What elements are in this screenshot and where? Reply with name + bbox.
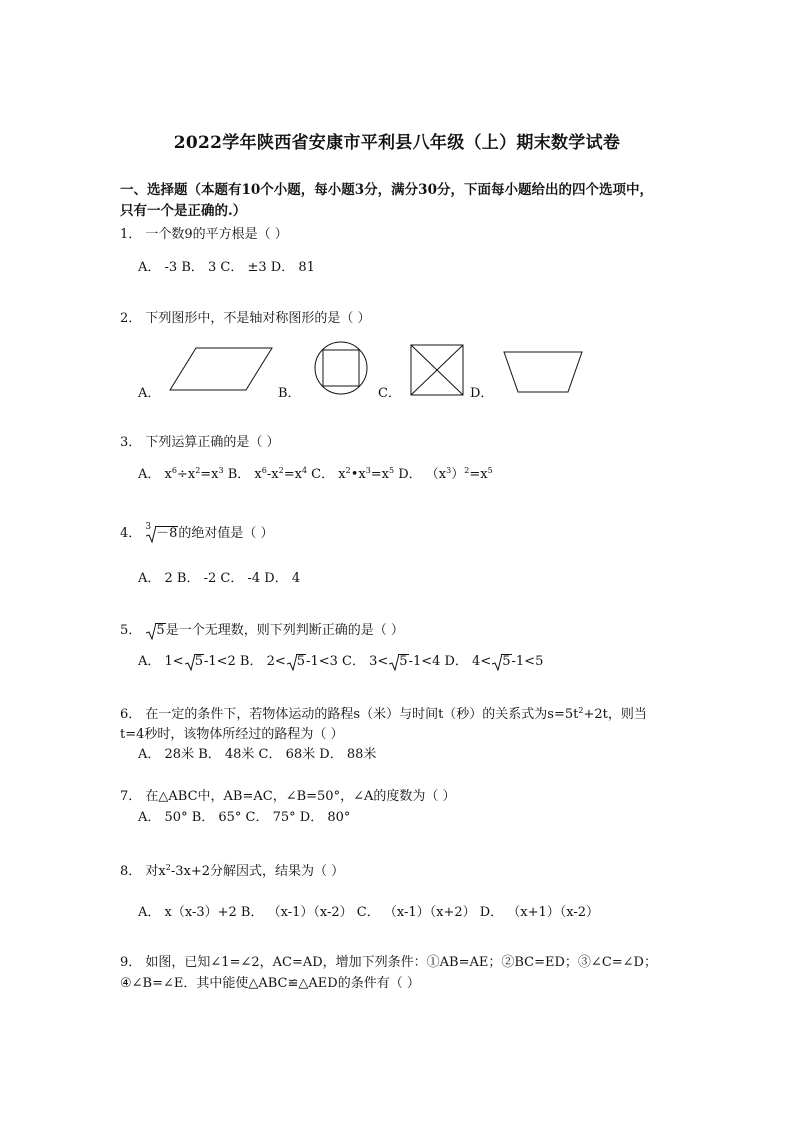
q3-b-mid: -x [266,467,279,482]
q6-line1-post: +2t，则当 [583,707,647,722]
q5-stem-post: 是一个无理数，则下列判断正确的是（ ） [165,623,404,638]
q3-d-pre: D． （x [398,467,447,482]
parallelogram-figure [168,346,274,392]
question-3-stem: 3． 下列运算正确的是（ ） [120,435,280,450]
q5-radicand-c: 5 [399,654,408,669]
q3-b-e2: 2 [278,466,284,475]
question-4-stem [120,522,274,541]
q6-line1-pre: 6． 在一定的条件下，若物体运动的路程s（米）与时间t（秒）的关系式为s=5t [120,707,579,722]
q3-d-e1: 3 [446,466,452,475]
sqrt5-d [492,654,511,669]
q3-c-e1: 2 [345,466,351,475]
q5-radicand-b: 5 [296,654,306,669]
q3-a-e1: 6 [171,466,177,475]
q3-d-e2: 2 [464,466,470,475]
question-2-label-c: C． [378,386,401,401]
q3-a-mid: ÷x [176,467,196,482]
q8-stem-pre: 8． 对x [120,864,166,879]
q3-a-pre: A． x [138,467,172,482]
radical-sign-icon [146,526,156,543]
q3-b-pre: B． x [227,467,262,482]
question-7-stem: 7． 在△ABC中，AB=AC，∠B=50°，∠A的度数为（ ） [120,789,456,804]
q4-root-index: 3 [145,522,152,532]
sqrt5-b [287,654,306,669]
q3-a-e2: 2 [195,466,201,475]
square-diagonals-figure [409,343,465,397]
q5-c-post: -1<4 D． 4< [408,654,492,669]
q5-radicand: 5 [156,623,165,638]
q3-b-e3: 4 [301,466,308,475]
q8-stem-exp: 2 [165,863,171,872]
q6-line1-exp: 2 [578,706,584,715]
q4-num: 4． [120,526,146,541]
q5-radicand-d: 5 [502,654,511,669]
radical-sign-icon [287,654,297,671]
section-heading [120,180,653,222]
q5-b-post: -1<3 C． 3< [306,654,389,669]
q3-a-e3: 3 [218,466,224,475]
question-6-options: A． 28米 B． 48米 C． 68米 D． 88米 [138,747,377,762]
question-2-label-b: B． [278,386,301,401]
circle-square-figure [311,340,371,396]
question-2-label-a: A． [138,386,161,401]
q3-c-e3: 5 [389,466,395,475]
section-line-1: 一、选择题（本题有10个小题，每小题3分，满分30分，下面每小题给出的四个选项中， [120,182,653,198]
q3-c-pre: C． x [311,467,346,482]
question-6-line-1 [120,703,647,722]
question-9-line-2: ④∠B=∠E．其中能使△ABC≌△AED的条件有（ ） [120,976,420,991]
radical-sign-icon [185,654,195,671]
q3-b-post: =x [283,467,302,482]
q5-radicand-a: 5 [194,654,203,669]
trapezoid-figure [502,350,584,394]
q3-c-e2: 3 [365,466,371,475]
sqrt5-expression [146,623,165,638]
q3-a-post: =x [200,467,219,482]
q3-d-e3: 5 [487,466,493,475]
question-9-line-1: 9． 如图，已知∠1=∠2，AC=AD，增加下列条件：①AB=AE；②BC=ED；③∠C=∠D； [120,955,657,970]
question-2-stem: 2． 下列图形中，不是轴对称图形的是（ ） [120,311,371,326]
q5-num: 5． [120,623,146,638]
q3-c-mid: •x [350,467,366,482]
question-8-options: A． x（x-3）+2 B． （x-1）（x-2） C． （x-1）（x+2） D． （x+1）（x-2） [138,905,600,920]
q3-d-mid: ） [451,467,465,482]
question-8-stem [120,860,344,879]
q5-a-pre: A． 1< [138,654,184,669]
radical-sign-icon [492,654,502,671]
page-title: 2022学年陕西省安康市平利县八年级（上）期末数学试卷 [173,133,621,153]
section-line-2: 只有一个是正确的.） [120,203,247,219]
q4-stem-post: 的绝对值是（ ） [178,526,274,541]
sqrt5-a [185,654,204,669]
question-1-options: A． -3 B． 3 C． ±3 D． 81 [138,260,315,275]
q8-stem-post: -3x+2分解因式，结果为（ ） [170,864,345,879]
q5-a-post: -1<2 B． 2< [203,654,286,669]
question-3-options [138,463,493,482]
question-4-options: A． 2 B． -2 C． -4 D． 4 [138,571,301,586]
question-5-options [138,650,543,669]
q3-d-post: =x [469,467,488,482]
q3-c-post: =x [370,467,390,482]
q3-b-e1: 6 [261,466,267,475]
q4-radicand: －8 [156,526,178,541]
cube-root-expression [146,526,178,541]
sqrt5-c [389,654,408,669]
question-5-stem [120,619,404,638]
q5-d-post: -1<5 [511,654,544,669]
question-6-line-2: t=4秒时，该物体所经过的路程为（ ） [120,727,344,742]
radical-sign-icon [146,623,156,640]
question-1-stem: 1． 一个数9的平方根是（ ） [120,227,288,242]
radical-sign-icon [389,654,399,671]
question-7-options: A． 50° B． 65° C． 75° D． 80° [138,810,351,825]
question-2-label-d: D． [470,386,494,401]
